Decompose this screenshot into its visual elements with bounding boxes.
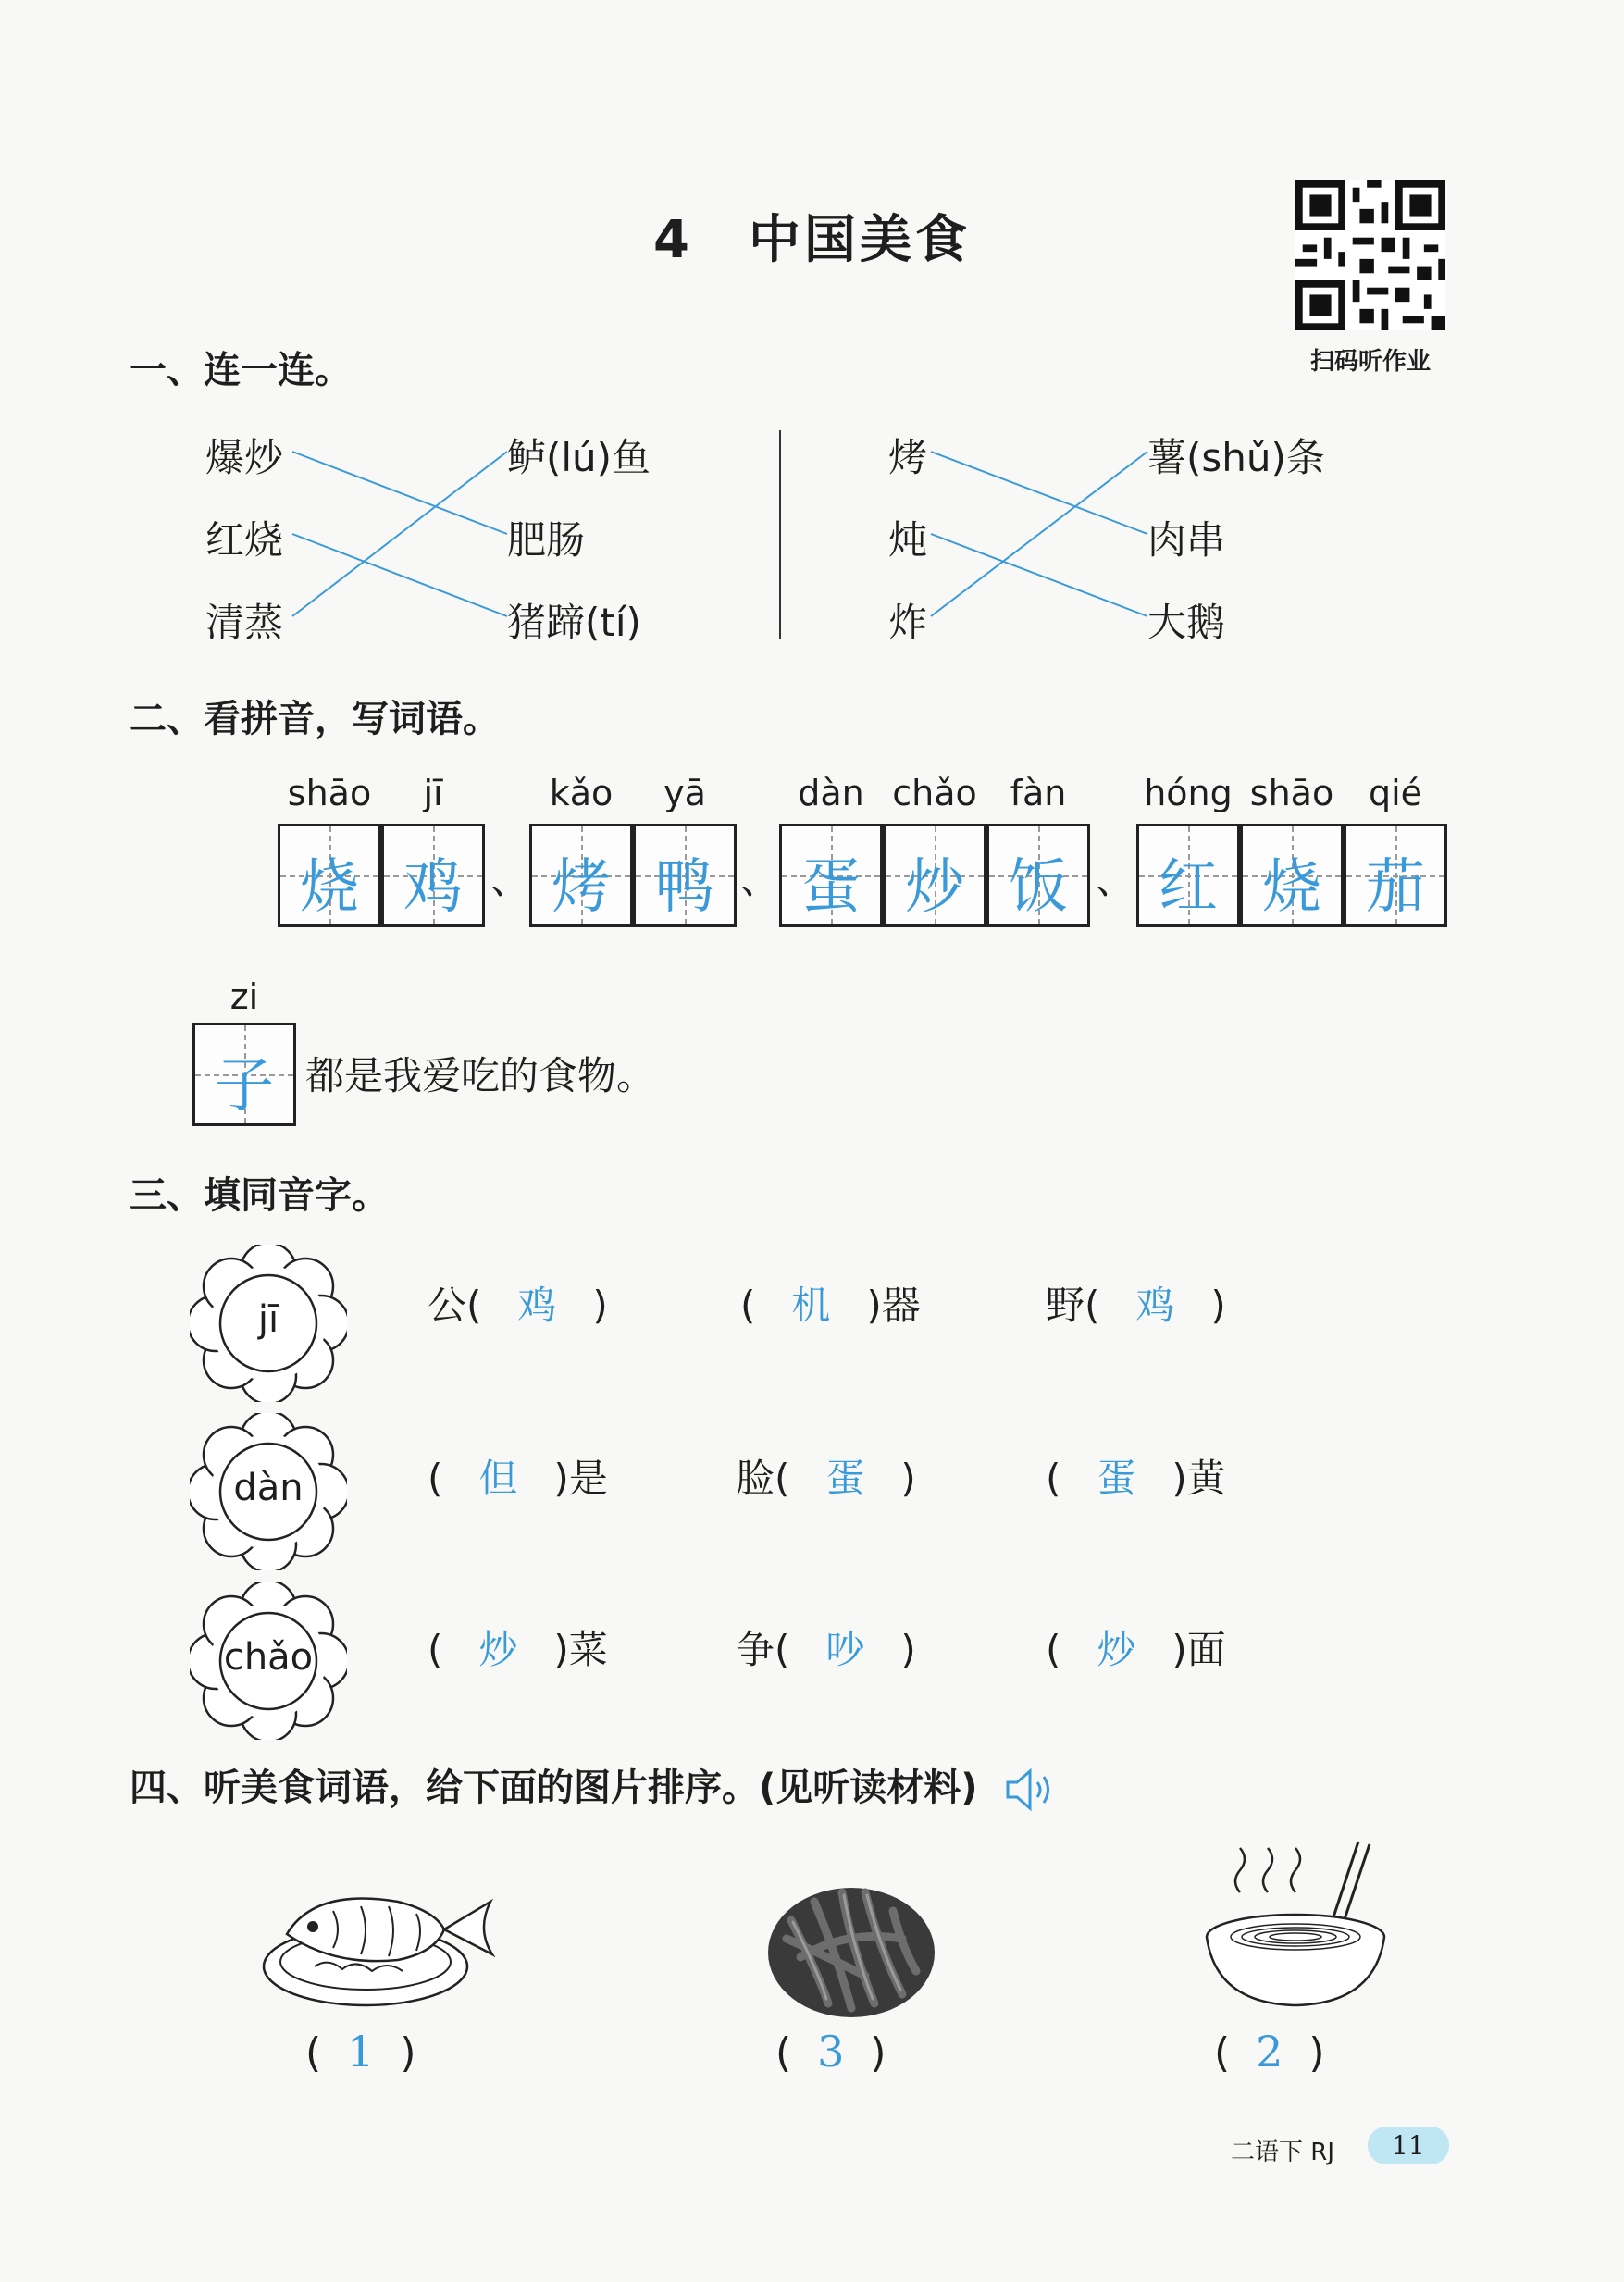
pinyin: kǎo	[549, 773, 614, 813]
pinyin: hóng	[1144, 773, 1233, 813]
lesson-number: 4	[653, 210, 693, 270]
fill-item: ( 机 )器	[740, 1283, 921, 1328]
section4-heading: 四、听美食词语，给下面的图片排序。(见听读材料)	[130, 1758, 1060, 1812]
fish-dish-image	[259, 1879, 500, 2017]
section2-heading: 二、看拼音，写词语。	[130, 698, 500, 740]
match-left-b2: 肥肠	[507, 517, 586, 563]
char-box[interactable]: 烤	[529, 824, 633, 927]
pinyin: qié	[1368, 773, 1423, 813]
pinyin: yā	[663, 773, 706, 813]
char-box[interactable]: 烧	[1240, 824, 1344, 927]
pinyin: shāo	[287, 773, 372, 813]
lesson-title: 中国美食	[748, 210, 971, 270]
pinyin: fàn	[1010, 773, 1067, 813]
sound-label: dàn	[233, 1467, 304, 1509]
match-left-a1: 爆炒	[205, 435, 284, 480]
section3-heading: 三、填同音字。	[130, 1174, 389, 1217]
qr-caption: 扫码听作业	[1309, 348, 1431, 376]
match-line-2	[292, 534, 507, 616]
separator: 、	[740, 857, 780, 902]
page-number: 11	[1368, 2127, 1449, 2164]
fill-item: 脸( 蛋 )	[736, 1456, 916, 1501]
fill-item: ( 蛋 )黄	[1046, 1456, 1226, 1501]
match-left-b1: 鲈(lú)鱼	[507, 435, 651, 480]
fill-item: 公( 鸡 )	[428, 1283, 608, 1328]
order-answer-2: ( 3 )	[775, 2027, 886, 2077]
char-box[interactable]: 烧	[278, 824, 381, 927]
match-right-a1: 烤	[888, 435, 928, 480]
match-right-a2: 炖	[888, 517, 928, 563]
noodle-bowl-image	[1194, 1837, 1397, 2022]
char-box[interactable]: 炒	[883, 824, 986, 927]
match-right-b3: 大鹅	[1147, 600, 1226, 645]
match-line-3	[292, 452, 507, 616]
char-box[interactable]: 红	[1136, 824, 1240, 927]
match-line-4	[931, 452, 1147, 534]
separator: 、	[490, 857, 530, 902]
char-box[interactable]: 茄	[1344, 824, 1447, 927]
char-box[interactable]: 鸡	[381, 824, 485, 927]
match-right-a3: 炸	[888, 600, 928, 645]
pinyin: dàn	[798, 773, 864, 813]
footer-label: 二语下 RJ	[1231, 2139, 1334, 2166]
match-line-5	[931, 534, 1147, 616]
sentence-rest: 都是我爱吃的食物。	[305, 1053, 656, 1098]
match-left-a2: 红烧	[205, 517, 284, 563]
fill-item: ( 炒 )菜	[428, 1627, 608, 1672]
pinyin: chǎo	[892, 773, 977, 813]
beans-dish-image	[763, 1865, 939, 2022]
match-left-a3: 清蒸	[205, 600, 284, 645]
fill-item: ( 炒 )面	[1046, 1627, 1226, 1672]
char-box[interactable]: 鸭	[633, 824, 737, 927]
sound-label: chǎo	[223, 1636, 314, 1679]
sound-label: jī	[257, 1298, 279, 1341]
section1-heading: 一、连一连。	[130, 349, 352, 391]
pinyin: shāo	[1249, 773, 1334, 813]
char-box[interactable]: 蛋	[779, 824, 883, 927]
separator: 、	[1096, 857, 1135, 902]
match-right-b1: 薯(shǔ)条	[1147, 435, 1325, 480]
char-box[interactable]: 饭	[986, 824, 1090, 927]
order-answer-1: ( 1 )	[305, 2027, 416, 2077]
order-answer-3: ( 2 )	[1214, 2027, 1325, 2077]
match-line-1	[292, 452, 507, 534]
match-line-6	[931, 452, 1147, 616]
match-left-b3: 猪蹄(tí)	[507, 600, 641, 645]
speaker-icon[interactable]	[1004, 1767, 1060, 1812]
pinyin: zi	[229, 976, 259, 1017]
fill-item: 野( 鸡 )	[1046, 1283, 1226, 1328]
char-box[interactable]: 子	[192, 1023, 296, 1126]
match-right-b2: 肉串	[1147, 517, 1226, 563]
fill-item: 争( 吵 )	[736, 1627, 916, 1672]
fill-item: ( 但 )是	[428, 1456, 608, 1501]
pinyin: jī	[423, 773, 443, 813]
match-lines	[0, 0, 1624, 703]
